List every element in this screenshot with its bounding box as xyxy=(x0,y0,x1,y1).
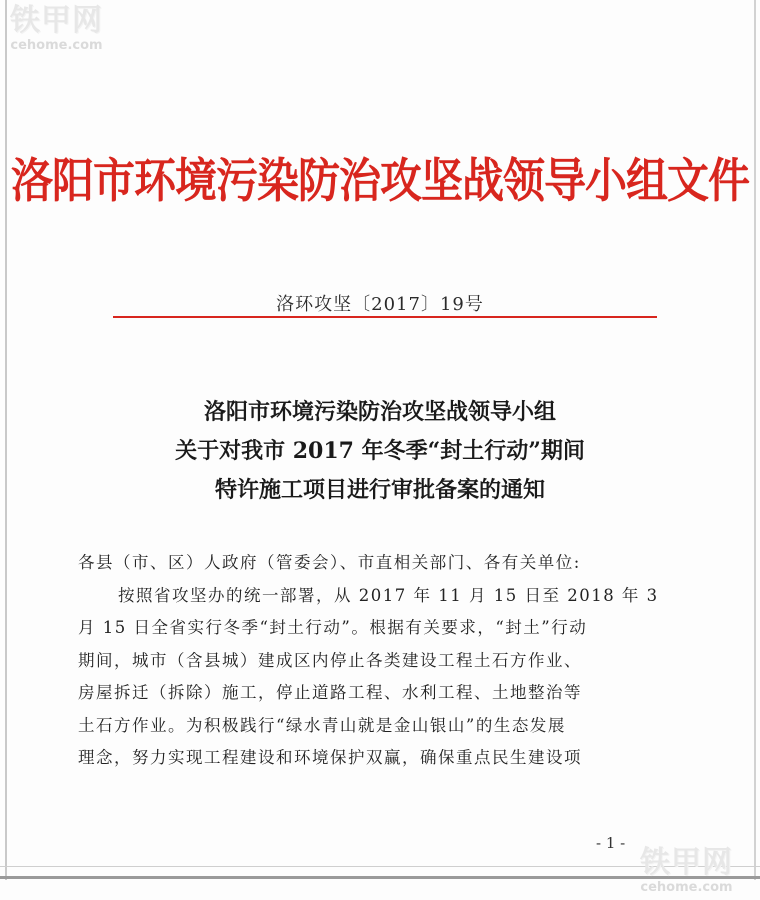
watermark-url: cehome.com xyxy=(10,38,103,53)
body-line: 土石方作业。为积极践行“绿水青山就是金山银山”的生态发展 xyxy=(78,715,566,735)
addressee-line: 各县（市、区）人政府（管委会）、市直相关部门、各有关单位: xyxy=(78,553,581,572)
title-line: 特许施工项目进行审批备案的通知 xyxy=(214,477,545,503)
red-divider-line xyxy=(113,316,657,318)
watermark-top xyxy=(10,3,103,53)
watermark-logo-text: 铁甲网 xyxy=(10,3,103,38)
body-line: 理念，努力实现工程建设和环境保护双赢，确保重点民生建设项 xyxy=(78,748,582,767)
title-line: 洛阳市环境污染防治攻坚战领导小组 xyxy=(203,399,556,425)
body-line: 房屋拆迁（拆除）施工，停止道路工程、水利工程、土地整治等 xyxy=(78,683,582,702)
document-number: 洛环攻坚〔2017〕19号 xyxy=(276,294,484,315)
watermark-logo-text: 铁甲网 xyxy=(640,845,733,880)
page-number: - 1 - xyxy=(596,834,626,852)
notice-title xyxy=(0,393,760,510)
title-line: 关于对我市 2017 年冬季“封土行动”期间 xyxy=(175,438,585,464)
red-header-title: 洛阳市环境污染防治攻坚战领导小组文件 xyxy=(10,153,749,209)
body-line: 期间，城市（含县城）建成区内停止各类建设工程土石方作业、 xyxy=(78,650,582,670)
body-line: 按照省攻坚办的统一部署，从 2017 年 11 月 15 日至 2018 年 3 xyxy=(118,585,659,605)
notice-body xyxy=(78,547,678,775)
watermark-url: cehome.com xyxy=(640,880,733,895)
watermark-bottom xyxy=(640,845,733,895)
body-line: 月 15 日全省实行冬季“封土行动”。根据有关要求，“封土”行动 xyxy=(78,618,588,637)
